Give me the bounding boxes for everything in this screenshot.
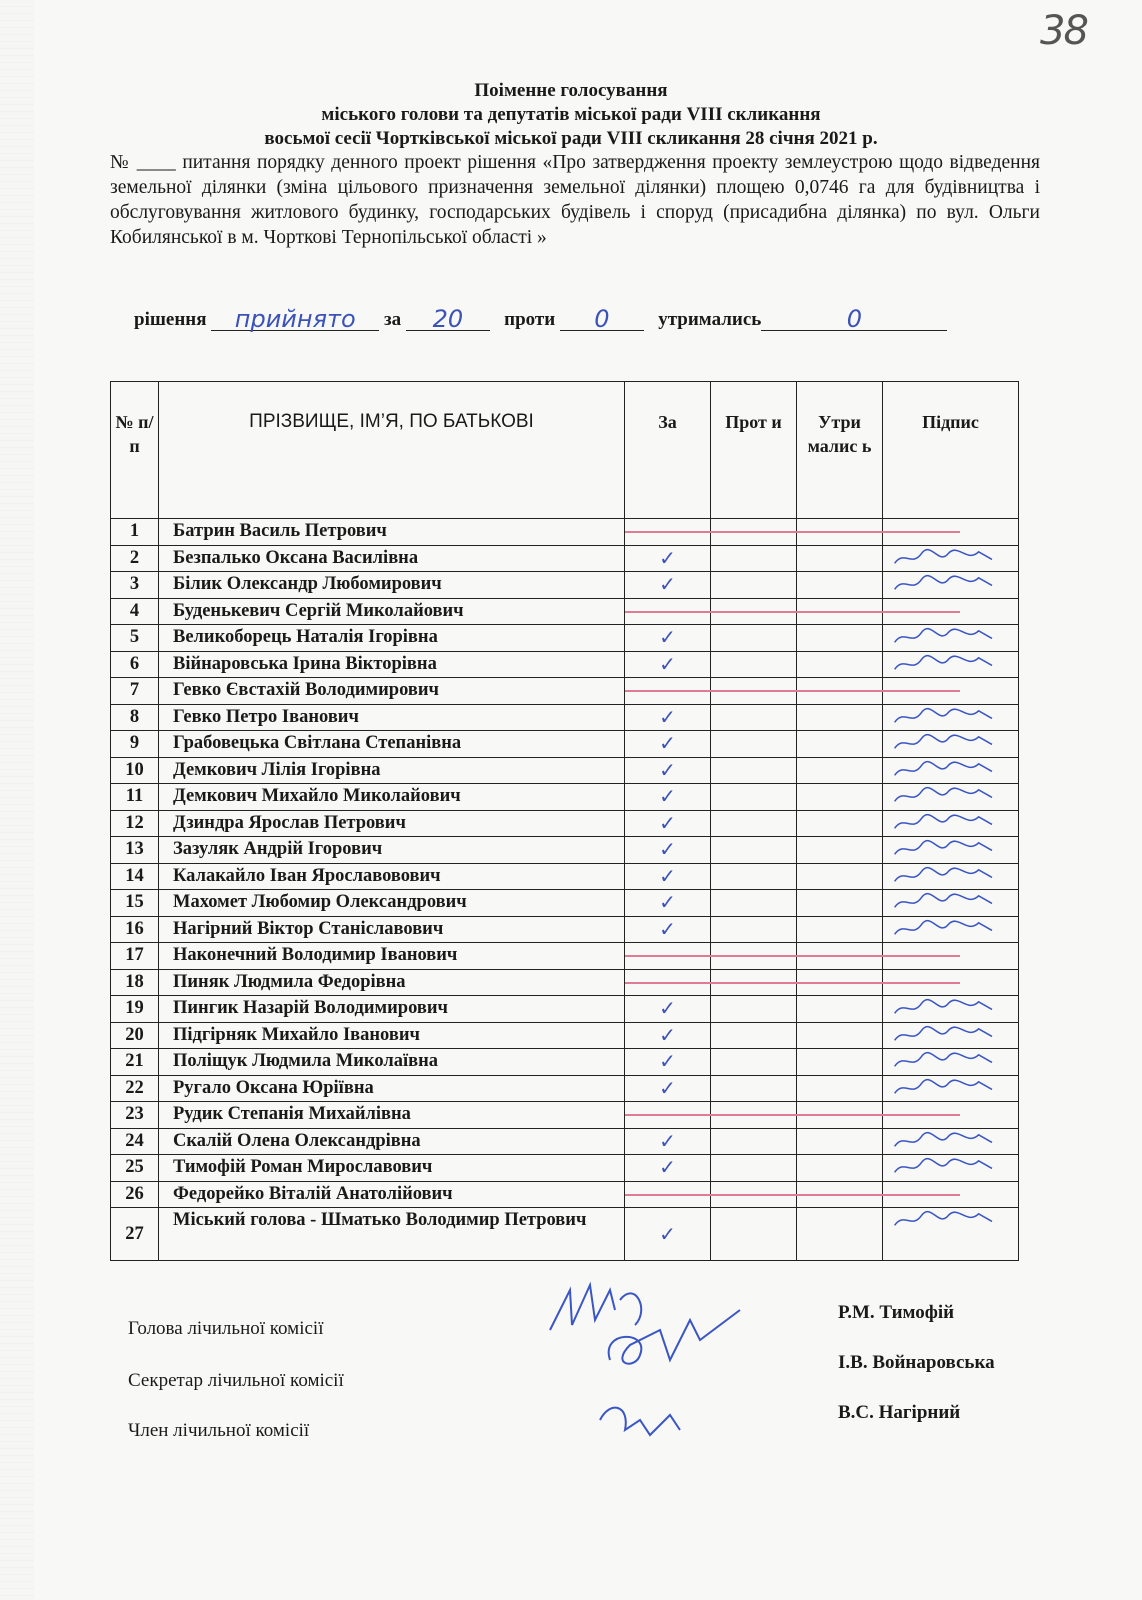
signature-cell (883, 1181, 1019, 1208)
deputy-name: Калакайло Іван Ярославовович (159, 863, 625, 890)
signature-scribble (887, 998, 1002, 1019)
deputy-name: Грабовецька Світлана Степанівна (159, 731, 625, 758)
check-mark: ✓ (659, 706, 676, 729)
signature-cell (883, 916, 1019, 943)
signature-cell (883, 943, 1019, 970)
vote-abstained-cell (797, 837, 883, 864)
vote-abstained-cell (797, 704, 883, 731)
vote-against-cell (711, 1155, 797, 1182)
vote-abstained-cell (797, 996, 883, 1023)
vote-for-cell (625, 598, 711, 625)
deputy-name: Наконечний Володимир Іванович (159, 943, 625, 970)
check-mark: ✓ (659, 1157, 676, 1180)
vote-against-cell (711, 1022, 797, 1049)
signature-cell (883, 996, 1019, 1023)
vote-for-cell (625, 890, 711, 917)
deputy-name: Скалій Олена Олександрівна (159, 1128, 625, 1155)
vote-for-cell (625, 731, 711, 758)
row-number: 26 (111, 1181, 159, 1208)
check-mark: ✓ (659, 759, 676, 782)
signature-cell (883, 625, 1019, 652)
signature-cell (883, 837, 1019, 864)
vote-for-cell (625, 916, 711, 943)
vote-abstained-cell (797, 890, 883, 917)
vote-against-cell (711, 837, 797, 864)
agenda-question: № ____ питання порядку денного проект рішення «Про затвердження проекту землеустрою щодо відведення земельної ділянки (зміна цільового призначення земельної ділянки) площею 0,0746 га для будівництва і обслуговування житлового будинку, господарських будівель і споруд (присадибна ділянка) по вул. Ольги Кобилянської в м. Чорткові Тернопільської області » (110, 152, 1040, 248)
check-mark: ✓ (659, 918, 676, 941)
vote-for-cell (625, 1208, 711, 1261)
signature-cell (883, 572, 1019, 599)
deputy-name: Рудик Степанія Михайлівна (159, 1102, 625, 1129)
signature-scribble (887, 548, 1002, 569)
row-number: 8 (111, 704, 159, 731)
vote-for-cell (625, 943, 711, 970)
table-row (111, 996, 1019, 1023)
vote-for-cell (625, 996, 711, 1023)
signature-cell (883, 678, 1019, 705)
table-row (111, 757, 1019, 784)
vote-for-cell (625, 704, 711, 731)
check-mark: ✓ (659, 653, 676, 676)
for-value: 20 (406, 308, 490, 331)
vote-for-cell (625, 863, 711, 890)
vote-against-cell (711, 625, 797, 652)
vote-against-cell (711, 572, 797, 599)
vote-against-cell (711, 996, 797, 1023)
vote-abstained-cell (797, 810, 883, 837)
deputy-name: Федорейко Віталій Анатолійович (159, 1181, 625, 1208)
row-number: 15 (111, 890, 159, 917)
row-number: 27 (111, 1208, 159, 1261)
doc-subtitle-2: восьмої сесії Чортківської міської ради VIII скликання 28 січня 2021 р. (264, 128, 878, 149)
decision-value: прийнято (211, 308, 379, 331)
check-mark: ✓ (659, 1223, 676, 1246)
signature-scribble (887, 1157, 1002, 1178)
deputy-name: Пингик Назарій Володимирович (159, 996, 625, 1023)
secretary-label: Секретар лічильної комісії (128, 1370, 344, 1391)
deputy-name: Гевко Євстахій Володимирович (159, 678, 625, 705)
table-row (111, 784, 1019, 811)
signature-cell (883, 1128, 1019, 1155)
signature-cell (883, 784, 1019, 811)
doc-subtitle-1: міського голови та депутатів міської ради VIII скликання (321, 104, 821, 125)
secretary-name: І.В. Войнаровська (838, 1352, 995, 1373)
table-row (111, 545, 1019, 572)
table-header-row (111, 382, 1019, 519)
vote-for-cell (625, 1155, 711, 1182)
check-mark: ✓ (659, 1024, 676, 1047)
table-row (111, 519, 1019, 546)
signature-scribble (887, 1078, 1002, 1099)
signature-cell (883, 1075, 1019, 1102)
row-number: 16 (111, 916, 159, 943)
table-row (111, 598, 1019, 625)
row-number: 12 (111, 810, 159, 837)
table-row (111, 837, 1019, 864)
row-number: 6 (111, 651, 159, 678)
vote-against-cell (711, 863, 797, 890)
check-mark: ✓ (659, 786, 676, 809)
vote-abstained-cell (797, 1128, 883, 1155)
vote-abstained-cell (797, 731, 883, 758)
check-mark: ✓ (659, 998, 676, 1021)
row-number: 20 (111, 1022, 159, 1049)
vote-against-cell (711, 890, 797, 917)
signature-cell (883, 810, 1019, 837)
table-row (111, 572, 1019, 599)
deputy-name: Білик Олександр Любомирович (159, 572, 625, 599)
signature-cell (883, 731, 1019, 758)
check-mark: ✓ (659, 733, 676, 756)
member-label: Член лічильної комісії (128, 1420, 310, 1441)
check-mark: ✓ (659, 839, 676, 862)
row-number: 18 (111, 969, 159, 996)
check-mark: ✓ (659, 865, 676, 888)
vote-abstained-cell (797, 572, 883, 599)
table-row (111, 810, 1019, 837)
vote-for-cell (625, 1049, 711, 1076)
signature-cell (883, 598, 1019, 625)
check-mark: ✓ (659, 627, 676, 650)
vote-for-cell (625, 784, 711, 811)
check-mark: ✓ (659, 574, 676, 597)
signature-scribble (887, 574, 1002, 595)
decision-label: рішення (134, 309, 207, 330)
vote-abstained-cell (797, 1049, 883, 1076)
vote-against-cell (711, 784, 797, 811)
table-row (111, 1049, 1019, 1076)
table-row (111, 731, 1019, 758)
doc-title: Поіменне голосування (474, 80, 668, 101)
vote-abstained-cell (797, 545, 883, 572)
signature-cell (883, 704, 1019, 731)
row-number: 22 (111, 1075, 159, 1102)
vote-against-cell (711, 704, 797, 731)
check-mark: ✓ (659, 1051, 676, 1074)
row-number: 3 (111, 572, 159, 599)
vote-for-cell (625, 1075, 711, 1102)
vote-abstained-cell (797, 1075, 883, 1102)
vote-against-cell (711, 1075, 797, 1102)
vote-abstained-cell (797, 651, 883, 678)
deputy-name: Поліщук Людмила Миколаївна (159, 1049, 625, 1076)
vote-abstained-cell (797, 916, 883, 943)
col-against-header: Прот и (711, 382, 797, 519)
check-mark: ✓ (659, 547, 676, 570)
signature-scribble (887, 1025, 1002, 1046)
signature-cell (883, 863, 1019, 890)
table-row (111, 704, 1019, 731)
signature-scribble (887, 707, 1002, 728)
table-row (111, 1208, 1019, 1261)
vote-for-cell (625, 969, 711, 996)
check-mark: ✓ (659, 1130, 676, 1153)
signature-cell (883, 651, 1019, 678)
table-row (111, 1155, 1019, 1182)
page-number: 38 (1040, 8, 1087, 54)
commission-signatures (540, 1270, 780, 1470)
deputy-name: Підгірняк Михайло Іванович (159, 1022, 625, 1049)
against-label: проти (504, 309, 556, 330)
row-number: 9 (111, 731, 159, 758)
row-number: 2 (111, 545, 159, 572)
row-number: 11 (111, 784, 159, 811)
table-row (111, 863, 1019, 890)
check-mark: ✓ (659, 892, 676, 915)
deputy-name: Демкович Михайло Миколайович (159, 784, 625, 811)
check-mark: ✓ (659, 812, 676, 835)
signature-scribble (887, 813, 1002, 834)
table-row (111, 1022, 1019, 1049)
deputy-name: Війнаровська Ірина Вікторівна (159, 651, 625, 678)
vote-against-cell (711, 757, 797, 784)
row-number: 19 (111, 996, 159, 1023)
row-number: 5 (111, 625, 159, 652)
deputy-name: Дзиндра Ярослав Петрович (159, 810, 625, 837)
deputy-name: Тимофій Роман Мирославович (159, 1155, 625, 1182)
signature-cell (883, 1208, 1019, 1261)
vote-against-cell (711, 1049, 797, 1076)
table-row (111, 1181, 1019, 1208)
col-for-header: За (625, 382, 711, 519)
col-abstained-header: Утри малис ь (797, 382, 883, 519)
table-row (111, 943, 1019, 970)
signature-cell (883, 890, 1019, 917)
for-label: за (384, 309, 402, 330)
vote-abstained-cell (797, 1022, 883, 1049)
vote-abstained-cell (797, 863, 883, 890)
vote-table (110, 381, 1019, 1261)
signature-cell (883, 1155, 1019, 1182)
member-name: В.С. Нагірний (838, 1402, 961, 1423)
deputy-name: Зазуляк Андрій Ігорович (159, 837, 625, 864)
vote-for-cell (625, 1022, 711, 1049)
table-row (111, 651, 1019, 678)
deputy-name: Безпалько Оксана Василівна (159, 545, 625, 572)
signature-scribble (887, 627, 1002, 648)
vote-against-cell (711, 1208, 797, 1261)
vote-abstained-cell (797, 625, 883, 652)
vote-for-cell (625, 810, 711, 837)
vote-for-cell (625, 1181, 711, 1208)
abstained-value: 0 (761, 308, 947, 331)
deputy-name: Міський голова - Шматько Володимир Петрович (159, 1208, 625, 1261)
signature-cell (883, 969, 1019, 996)
vote-against-cell (711, 731, 797, 758)
deputy-name: Махомет Любомир Олександрович (159, 890, 625, 917)
vote-for-cell (625, 545, 711, 572)
vote-for-cell (625, 572, 711, 599)
row-number: 23 (111, 1102, 159, 1129)
table-row (111, 678, 1019, 705)
vote-against-cell (711, 916, 797, 943)
table-row (111, 890, 1019, 917)
signature-cell (883, 519, 1019, 546)
signature-scribble (887, 1131, 1002, 1152)
vote-against-cell (711, 545, 797, 572)
deputy-name: Батрин Василь Петрович (159, 519, 625, 546)
row-number: 24 (111, 1128, 159, 1155)
deputy-name: Ругало Оксана Юріївна (159, 1075, 625, 1102)
signature-scribble (887, 654, 1002, 675)
deputy-name: Великоборець Наталія Ігорівна (159, 625, 625, 652)
signature-scribble (887, 786, 1002, 807)
deputy-name: Пиняк Людмила Федорівна (159, 969, 625, 996)
signature-cell (883, 1049, 1019, 1076)
vote-for-cell (625, 519, 711, 546)
signature-scribble (887, 839, 1002, 860)
abstained-label: утримались (658, 309, 762, 330)
vote-for-cell (625, 757, 711, 784)
deputy-name: Демкович Лілія Ігорівна (159, 757, 625, 784)
signature-scribble (887, 1210, 1002, 1231)
vote-for-cell (625, 1102, 711, 1129)
row-number: 25 (111, 1155, 159, 1182)
vote-against-cell (711, 1128, 797, 1155)
signature-cell (883, 545, 1019, 572)
vote-abstained-cell (797, 1208, 883, 1261)
vote-abstained-cell (797, 1155, 883, 1182)
vote-abstained-cell (797, 784, 883, 811)
signature-scribble (887, 733, 1002, 754)
row-number: 21 (111, 1049, 159, 1076)
col-name-header: ПРІЗВИЩЕ, ІМ’Я, ПО БАТЬКОВІ (159, 382, 625, 519)
check-mark: ✓ (659, 1077, 676, 1100)
table-row (111, 1102, 1019, 1129)
row-number: 1 (111, 519, 159, 546)
vote-for-cell (625, 625, 711, 652)
table-row (111, 1128, 1019, 1155)
signature-scribble (887, 760, 1002, 781)
table-row (111, 625, 1019, 652)
signature-scribble (887, 866, 1002, 887)
signature-cell (883, 1102, 1019, 1129)
vote-against-cell (711, 651, 797, 678)
row-number: 10 (111, 757, 159, 784)
table-row (111, 1075, 1019, 1102)
signature-cell (883, 757, 1019, 784)
vote-against-cell (711, 810, 797, 837)
chair-label: Голова лічильної комісії (128, 1318, 324, 1339)
against-value: 0 (560, 308, 644, 331)
col-signature-header: Підпис (883, 382, 1019, 519)
vote-abstained-cell (797, 757, 883, 784)
row-number: 14 (111, 863, 159, 890)
deputy-name: Буденькевич Сергій Миколайович (159, 598, 625, 625)
table-row (111, 969, 1019, 996)
row-number: 7 (111, 678, 159, 705)
signature-scribble (887, 892, 1002, 913)
row-number: 13 (111, 837, 159, 864)
row-number: 17 (111, 943, 159, 970)
scan-edge (0, 0, 34, 1600)
signature-cell (883, 1022, 1019, 1049)
row-number: 4 (111, 598, 159, 625)
chair-name: Р.М. Тимофій (838, 1302, 955, 1323)
deputy-name: Гевко Петро Іванович (159, 704, 625, 731)
col-num-header: № п/п (111, 382, 159, 519)
decision-line (134, 305, 947, 333)
vote-for-cell (625, 837, 711, 864)
signature-scribble (887, 919, 1002, 940)
deputy-name: Нагірний Віктор Станіславович (159, 916, 625, 943)
vote-for-cell (625, 651, 711, 678)
table-row (111, 916, 1019, 943)
vote-for-cell (625, 1128, 711, 1155)
vote-for-cell (625, 678, 711, 705)
signature-scribble (887, 1051, 1002, 1072)
